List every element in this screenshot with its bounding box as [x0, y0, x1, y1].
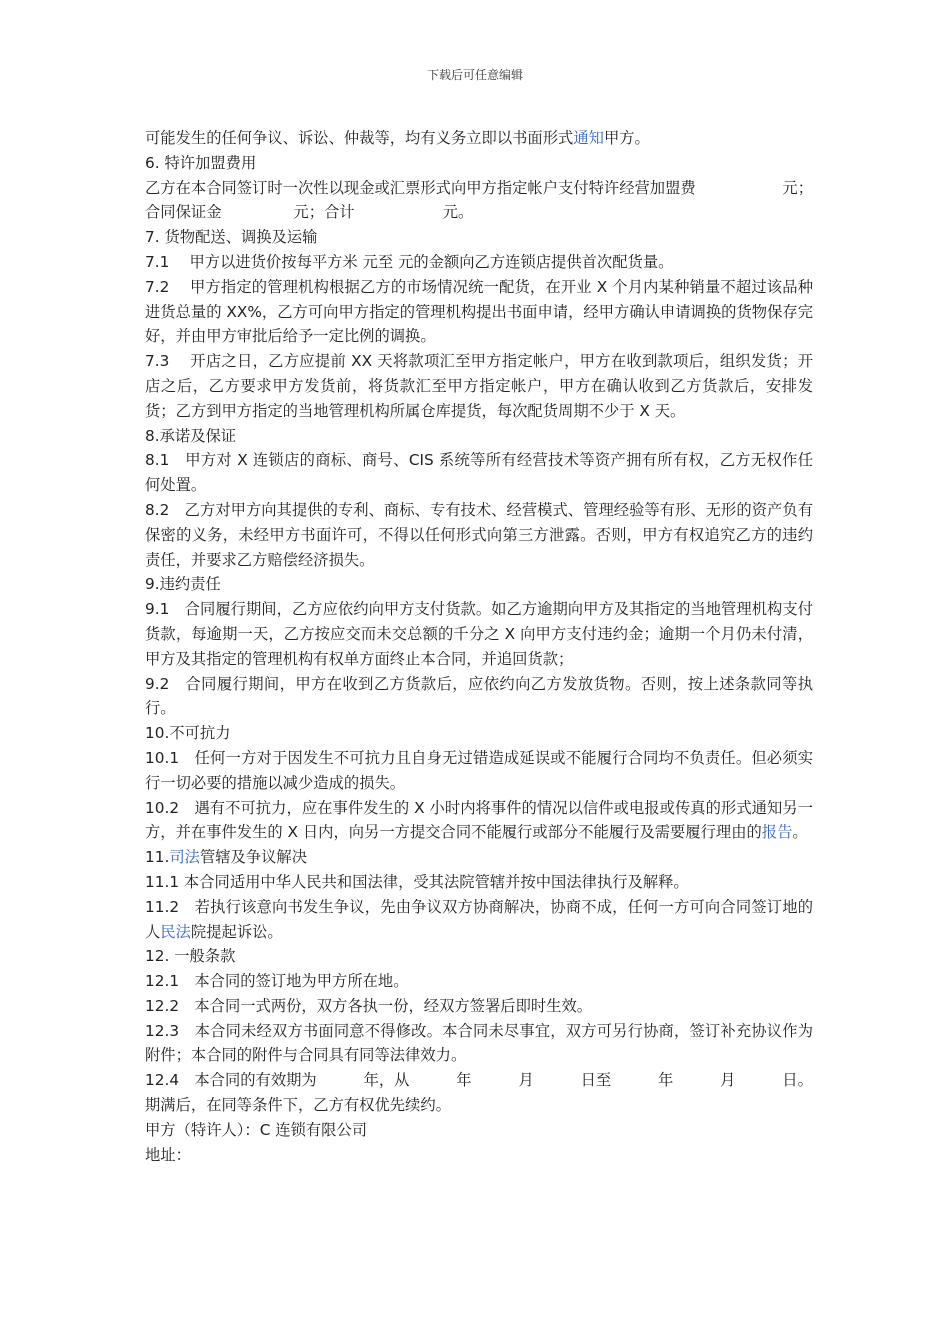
clause-text: 11.2 若执行该意向书发生争议，先由争议双方协商解决，协商不成，任何一方可向合同签订地的人 [145, 897, 813, 941]
clause-text: 院提起诉讼。 [190, 922, 283, 941]
clause-7-2: 7.2 甲方指定的管理机构根据乙方的市场情况统一配货，在开业 X 个月内某种销量不超过该品种进货总量的 XX%，乙方可向甲方指定的管理机构提出书面申请，经甲方确认申请调换的货物保存完好，并由甲方审批后给予一定比例的调换。 [145, 277, 813, 346]
section-heading-12: 12. 一般条款 [145, 947, 236, 966]
section-heading-10: 10.不可抗力 [145, 724, 231, 743]
clause-6-fee [145, 176, 813, 201]
clause-text: 元； [782, 178, 813, 197]
clause-10-1: 10.1 任何一方对于因发生不可抗力且自身无过错造成延误或不能履行合同均不负责任。但必须实行一切必要的措施以减少造成的损失。 [145, 748, 813, 792]
clause-text: 年 [456, 1071, 472, 1090]
clause-text: 10.2 遇有不可抗力，应在事件发生的 X 小时内将事件的情况以信件或电报或传真的形式通知另一方，并在事件发生的 X 日内，向另一方提交合同不能履行或部分不能履行及需要履行理由的 [145, 798, 813, 842]
clause-11-2 [145, 895, 813, 945]
paragraph-text: 可能发生的任何争议、诉讼、仲裁等，均有义务立即以书面形式 [145, 129, 574, 147]
clause-12-3: 12.3 本合同未经双方书面同意不得修改。本合同未尽事宜，双方可另行协商，签订补充协议作为附件；本合同的附件与合同具有同等法律效力。 [145, 1021, 813, 1065]
link-judicial[interactable]: 司法 [169, 848, 200, 867]
clause-text: 12.4 本合同的有效期为 [145, 1071, 317, 1090]
section-heading-8: 8.承诺及保证 [145, 426, 237, 445]
link-notice[interactable]: 通知 [573, 129, 604, 147]
clause-text: 年 [658, 1071, 674, 1090]
section-heading-11 [145, 845, 813, 870]
clause-9-2: 9.2 合同履行期间，甲方在收到乙方货款后，应依约向乙方发放货物。否则，按上述条款同等执行。 [145, 674, 813, 718]
clause-7-1: 7.1 甲方以进货价按每平方米 元至 元的金额向乙方连锁店提供首次配货量。 [145, 252, 674, 271]
heading-text: 管辖及争议解决 [199, 848, 308, 867]
clause-12-4-renewal: 期满后，在同等条件下，乙方有权优先续约。 [145, 1096, 451, 1115]
link-report[interactable]: 报告 [761, 823, 793, 842]
heading-text: 11. [145, 848, 170, 867]
clause-12-1: 12.1 本合同的签订地为甲方所在地。 [145, 972, 409, 991]
clause-12-2: 12.2 本合同一式两份，双方各执一份，经双方签署后即时生效。 [145, 996, 593, 1015]
clause-10-2 [145, 796, 813, 846]
section-heading-6: 6. 特许加盟费用 [145, 153, 257, 172]
clause-text: 乙方在本合同签订时一次性以现金或汇票形式向甲方指定帐户支付特许经营加盟费 [145, 178, 696, 197]
section-heading-9: 9.违约责任 [145, 575, 221, 594]
clause-text: 合同保证金 [145, 203, 222, 222]
paragraph-notice [145, 126, 813, 151]
clause-8-1: 8.1 甲方对 X 连锁店的商标、商号、CIS 系统等所有经营技术等资产拥有所有权，乙方无权作任何处置。 [145, 451, 813, 495]
party-a-line: 甲方（特许人）：C 连锁有限公司 [145, 1120, 368, 1139]
clause-6-deposit [145, 200, 813, 225]
section-heading-7: 7. 货物配送、调换及运输 [145, 228, 318, 247]
document-body [145, 126, 813, 1167]
clause-9-1: 9.1 合同履行期间，乙方应依约向甲方支付货款。如乙方逾期向甲方及其指定的当地管理机构支付货款，每逾期一天，乙方按应交而未交总额的千分之 X 向甲方支付违约金；逾期一个月仍未付清，甲方及其指定的管理机构有权单方面终止本合同，并追回货款； [145, 600, 813, 668]
address-line: 地址： [145, 1145, 191, 1164]
clause-text: 日。 [782, 1071, 813, 1090]
link-civil-law[interactable]: 民法 [160, 922, 191, 941]
clause-8-2: 8.2 乙方对甲方向其提供的专利、商标、专有技术、经营模式、管理经验等有形、无形的资产负有保密的义务，未经甲方书面许可，不得以任何形式向第三方泄露。否则，甲方有权追究乙方的违约责任，并要求乙方赔偿经济损失。 [145, 500, 813, 569]
clause-11-1: 11.1 本合同适用中华人民共和国法律，受其法院管辖并按中国法律执行及解释。 [145, 872, 689, 891]
clause-12-4 [145, 1068, 813, 1093]
clause-text: 月 [720, 1071, 736, 1090]
clause-text: 日至 [580, 1071, 612, 1090]
clause-text: 年，从 [363, 1071, 410, 1090]
clause-7-3: 7.3 开店之日，乙方应提前 XX 天将款项汇至甲方指定帐户，甲方在收到款项后，组织发货；开店之后，乙方要求甲方发货前，将货款汇至甲方指定帐户，甲方在确认收到乙方货款后，安排发货；乙方到甲方指定的当地管理机构所属仓库提货，每次配货周期不少于 X 天。 [145, 352, 813, 420]
paragraph-text: 甲方。 [603, 129, 650, 147]
clause-text: 元；合计 [293, 203, 355, 222]
clause-text: 月 [518, 1071, 534, 1090]
clause-text: 。 [792, 823, 808, 842]
clause-text: 元。 [442, 203, 474, 222]
page-header: 下载后可任意编辑 [426, 68, 523, 82]
